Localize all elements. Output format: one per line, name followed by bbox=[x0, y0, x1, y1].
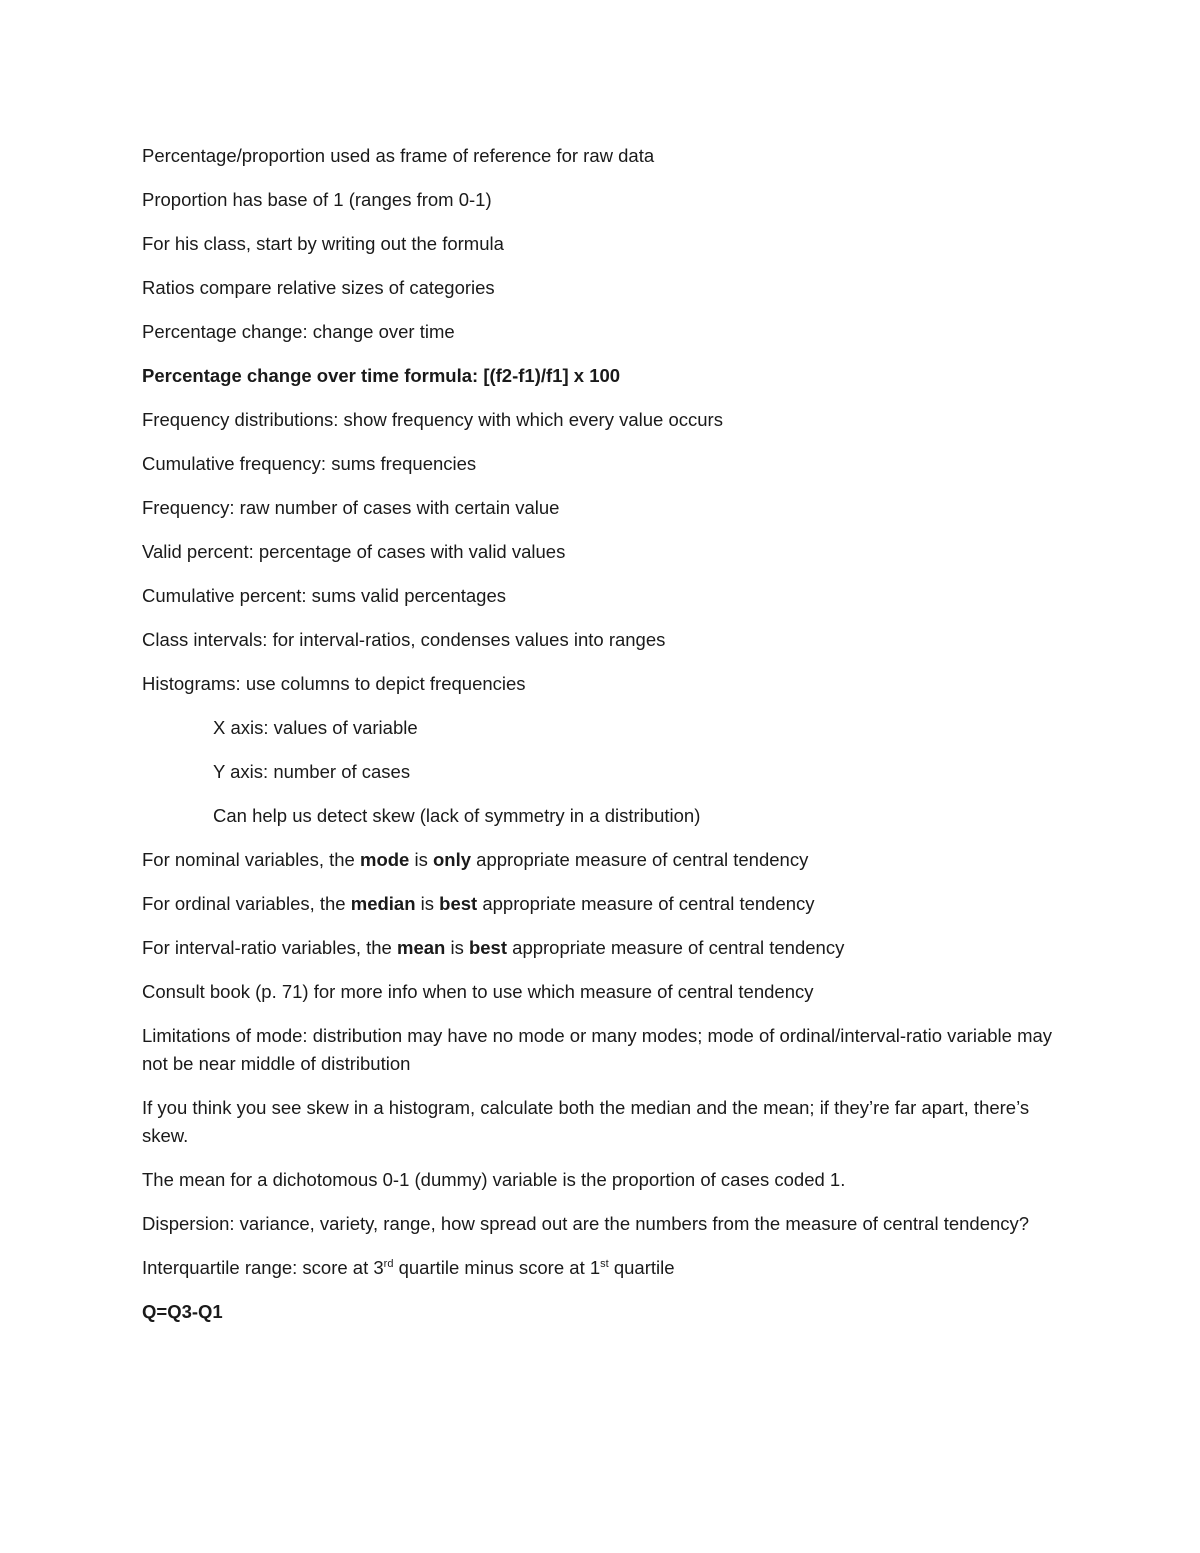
line-nominal bbox=[142, 846, 1052, 874]
line-frequency: Frequency: raw number of cases with certain value bbox=[142, 497, 560, 518]
ordinal-bold-best: best bbox=[439, 893, 478, 914]
line-proportion-base: Proportion has base of 1 (ranges from 0-1) bbox=[142, 189, 492, 210]
nominal-mid: is bbox=[409, 849, 433, 870]
line-detect-skew: Can help us detect skew (lack of symmetry in a distribution) bbox=[213, 805, 701, 826]
line-interquartile-range bbox=[142, 1254, 1052, 1282]
interval-pre: For interval-ratio variables, the bbox=[142, 937, 397, 958]
line-interval-ratio bbox=[142, 934, 1052, 962]
interval-mid: is bbox=[445, 937, 469, 958]
iqr-sup-st: st bbox=[600, 1257, 609, 1270]
ordinal-post: appropriate measure of central tendency bbox=[477, 893, 815, 914]
iqr-part3: quartile bbox=[608, 1257, 675, 1278]
line-y-axis: Y axis: number of cases bbox=[213, 761, 411, 782]
line-x-axis: X axis: values of variable bbox=[213, 717, 418, 738]
ordinal-bold-median: median bbox=[350, 893, 416, 914]
nominal-pre: For nominal variables, the bbox=[142, 849, 360, 870]
line-histograms: Histograms: use columns to depict frequencies bbox=[142, 673, 526, 694]
line-ordinal bbox=[142, 890, 1052, 918]
interval-bold-mean: mean bbox=[397, 937, 446, 958]
line-ratios: Ratios compare relative sizes of categories bbox=[142, 277, 495, 298]
line-percentage-proportion: Percentage/proportion used as frame of reference for raw data bbox=[142, 145, 655, 166]
iqr-part2: quartile minus score at 1 bbox=[393, 1257, 601, 1278]
line-cumulative-frequency: Cumulative frequency: sums frequencies bbox=[142, 453, 477, 474]
nominal-bold-mode: mode bbox=[360, 849, 410, 870]
line-class-formula: For his class, start by writing out the formula bbox=[142, 233, 504, 254]
interval-post: appropriate measure of central tendency bbox=[507, 937, 845, 958]
line-percentage-change: Percentage change: change over time bbox=[142, 321, 455, 342]
line-valid-percent: Valid percent: percentage of cases with valid values bbox=[142, 541, 566, 562]
interval-bold-best: best bbox=[468, 937, 508, 958]
iqr-part1: Interquartile range: score at 3 bbox=[142, 1257, 384, 1278]
nominal-bold-only: only bbox=[432, 849, 472, 870]
ordinal-pre: For ordinal variables, the bbox=[142, 893, 351, 914]
line-class-intervals: Class intervals: for interval-ratios, condenses values into ranges bbox=[142, 629, 666, 650]
line-percentage-change-formula: Percentage change over time formula: [(f2-f1)/f1] x 100 bbox=[142, 365, 621, 386]
line-frequency-distributions: Frequency distributions: show frequency with which every value occurs bbox=[142, 409, 723, 430]
iqr-sup-rd: rd bbox=[383, 1257, 394, 1270]
nominal-post: appropriate measure of central tendency bbox=[471, 849, 809, 870]
line-skew-histogram: If you think you see skew in a histogram, calculate both the median and the mean; if they’re far apart, there’s skew. bbox=[142, 1097, 1030, 1146]
line-cumulative-percent: Cumulative percent: sums valid percentages bbox=[142, 585, 507, 606]
line-dummy-mean: The mean for a dichotomous 0-1 (dummy) variable is the proportion of cases coded 1. bbox=[142, 1169, 846, 1190]
ordinal-mid: is bbox=[415, 893, 440, 914]
line-dispersion: Dispersion: variance, variety, range, how spread out are the numbers from the measure of central tendency? bbox=[142, 1213, 1030, 1234]
line-q-formula: Q=Q3-Q1 bbox=[142, 1301, 223, 1322]
line-consult-book: Consult book (p. 71) for more info when to use which measure of central tendency bbox=[142, 981, 814, 1002]
line-limitations-of-mode: Limitations of mode: distribution may have no mode or many modes; mode of ordinal/interval-ratio variable may not be near middle of distribution bbox=[142, 1025, 1053, 1074]
document-body bbox=[142, 142, 1052, 1342]
